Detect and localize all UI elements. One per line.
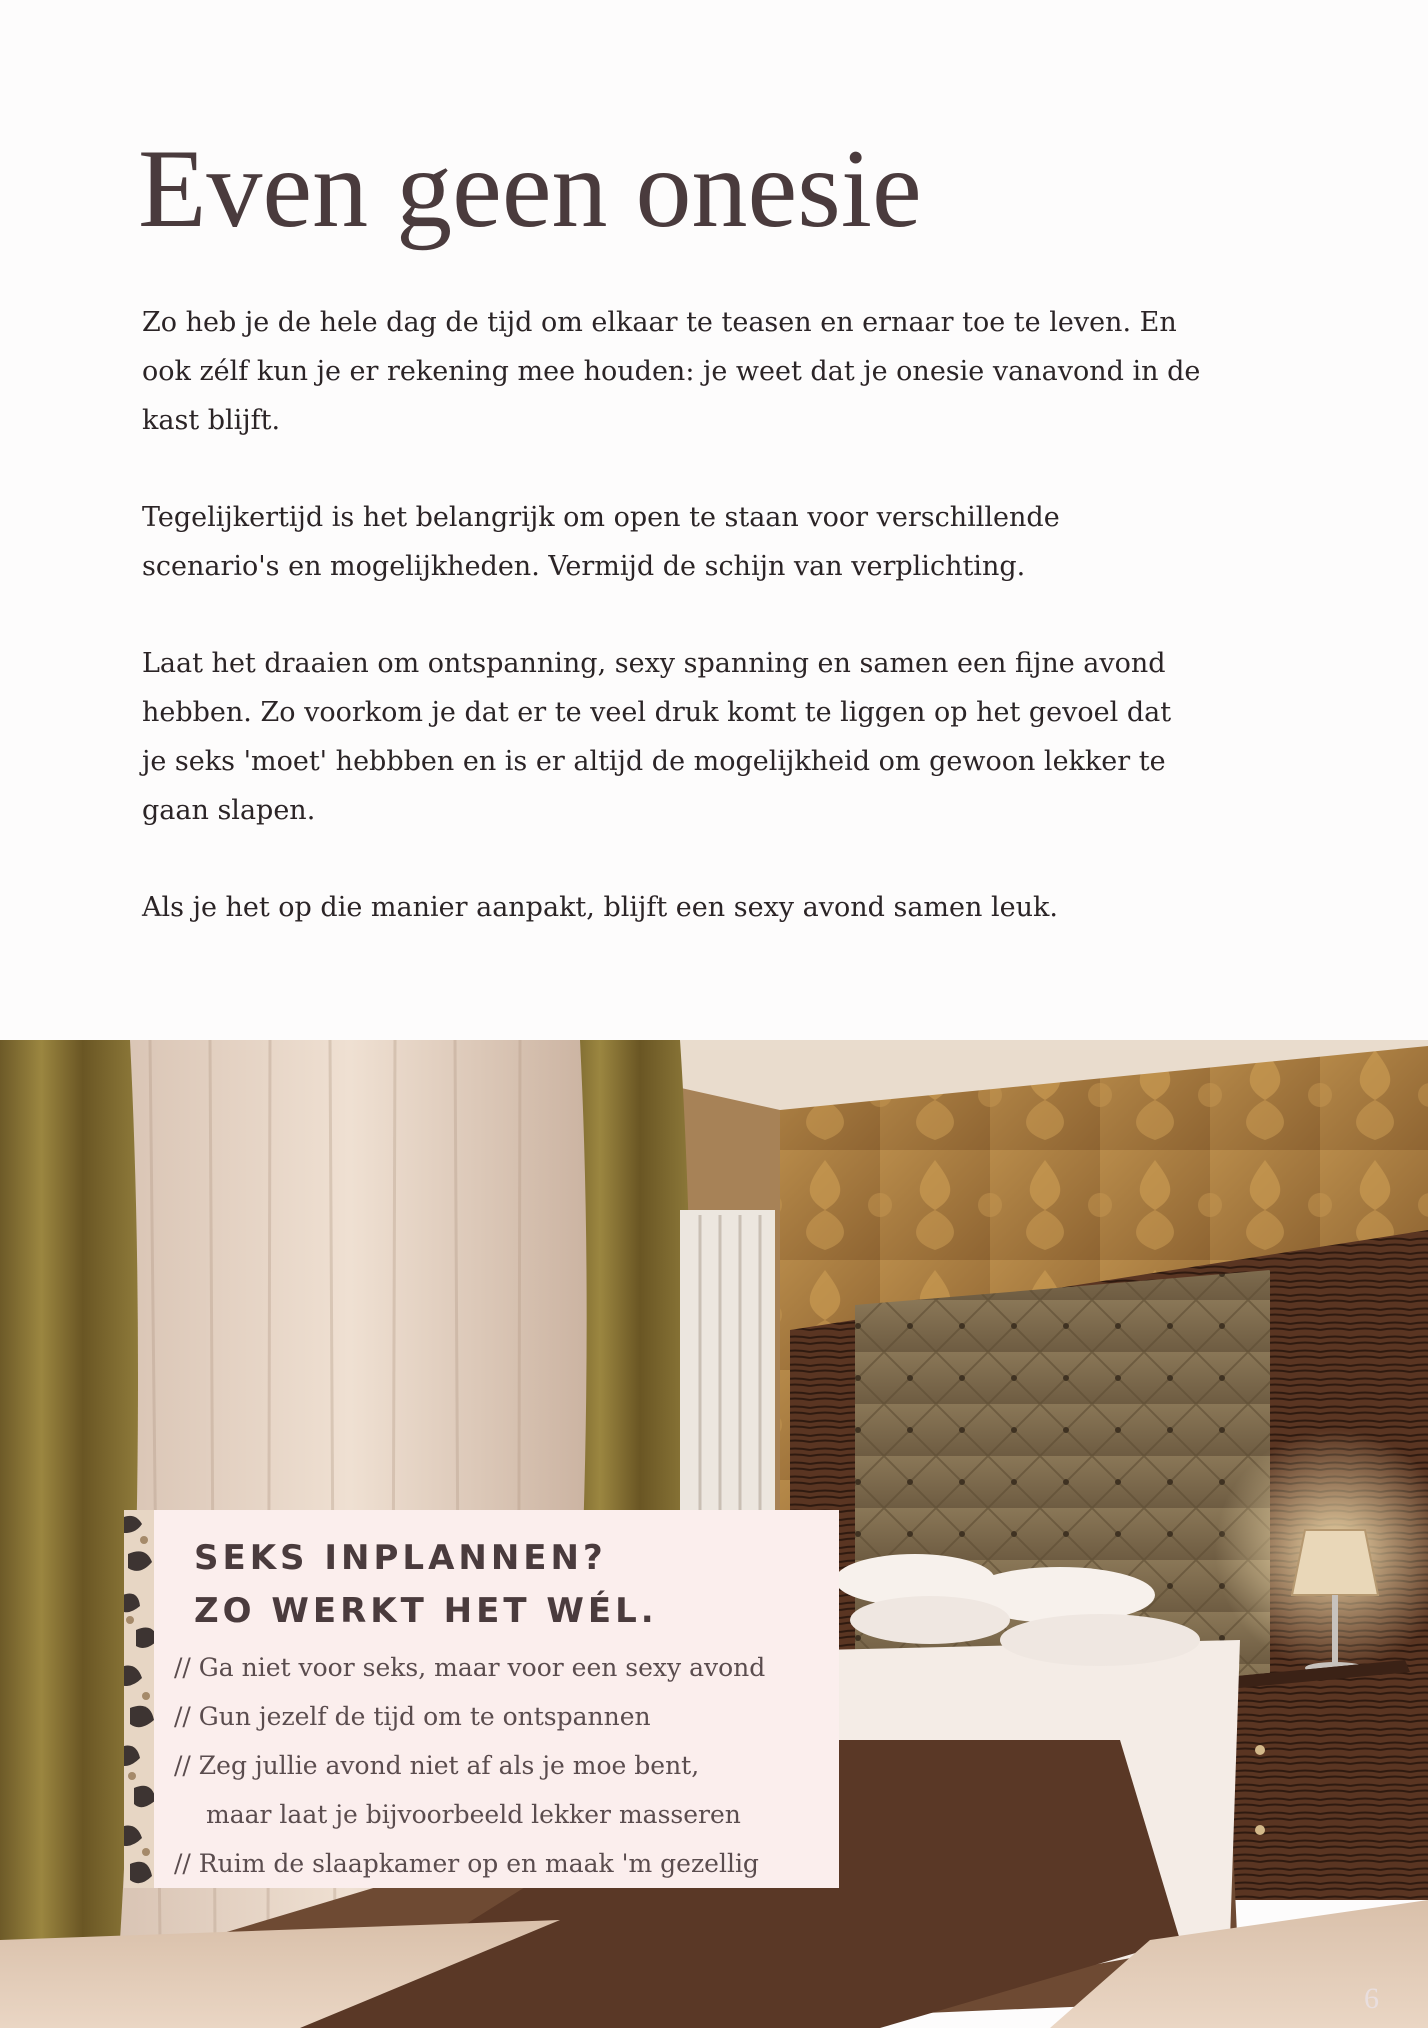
page-title: Even geen onesie — [138, 127, 922, 251]
paragraph: Laat het draaien om ontspanning, sexy spanning en samen een fijne avond hebben. Zo voorkom je dat er te veel druk komt te liggen op het gevoel dat je seks 'moet' hebbben en is er altijd de mogelijkheid om gewoon lekker te gaan slapen. — [142, 648, 1172, 826]
tips-callout — [124, 1510, 839, 1888]
paragraph: Zo heb je de hele dag de tijd om elkaar te teasen en ernaar toe te leven. En ook zélf kun je er rekening mee houden: je weet dat je onesie vanavond in de kast blijft. — [142, 307, 1201, 436]
tip-item: // Zeg jullie avond niet af als je moe bent, — [174, 1751, 700, 1780]
callout-heading-line: ZO WERKT HET WÉL. — [194, 1591, 658, 1631]
callout-heading-line: SEKS INPLANNEN? — [194, 1538, 607, 1578]
callout-heading — [194, 1532, 658, 1638]
tip-item-continuation: maar laat je bijvoorbeeld lekker masseren — [206, 1800, 741, 1829]
tips-list — [174, 1643, 765, 1888]
page-number: 6 — [1364, 1982, 1379, 2015]
body-text — [142, 298, 1202, 980]
leopard-pattern-strip — [124, 1510, 154, 1888]
tip-item: // Ruim de slaapkamer op en maak 'm gezellig — [174, 1849, 759, 1878]
tip-item: // Gun jezelf de tijd om te ontspannen — [174, 1702, 651, 1731]
paragraph: Als je het op die manier aanpakt, blijft een sexy avond samen leuk. — [142, 892, 1058, 923]
tip-item: // Ga niet voor seks, maar voor een sexy avond — [174, 1653, 766, 1682]
paragraph: Tegelijkertijd is het belangrijk om open te staan voor verschillende scenario's en mogelijkheden. Vermijd de schijn van verplichting. — [142, 502, 1060, 582]
